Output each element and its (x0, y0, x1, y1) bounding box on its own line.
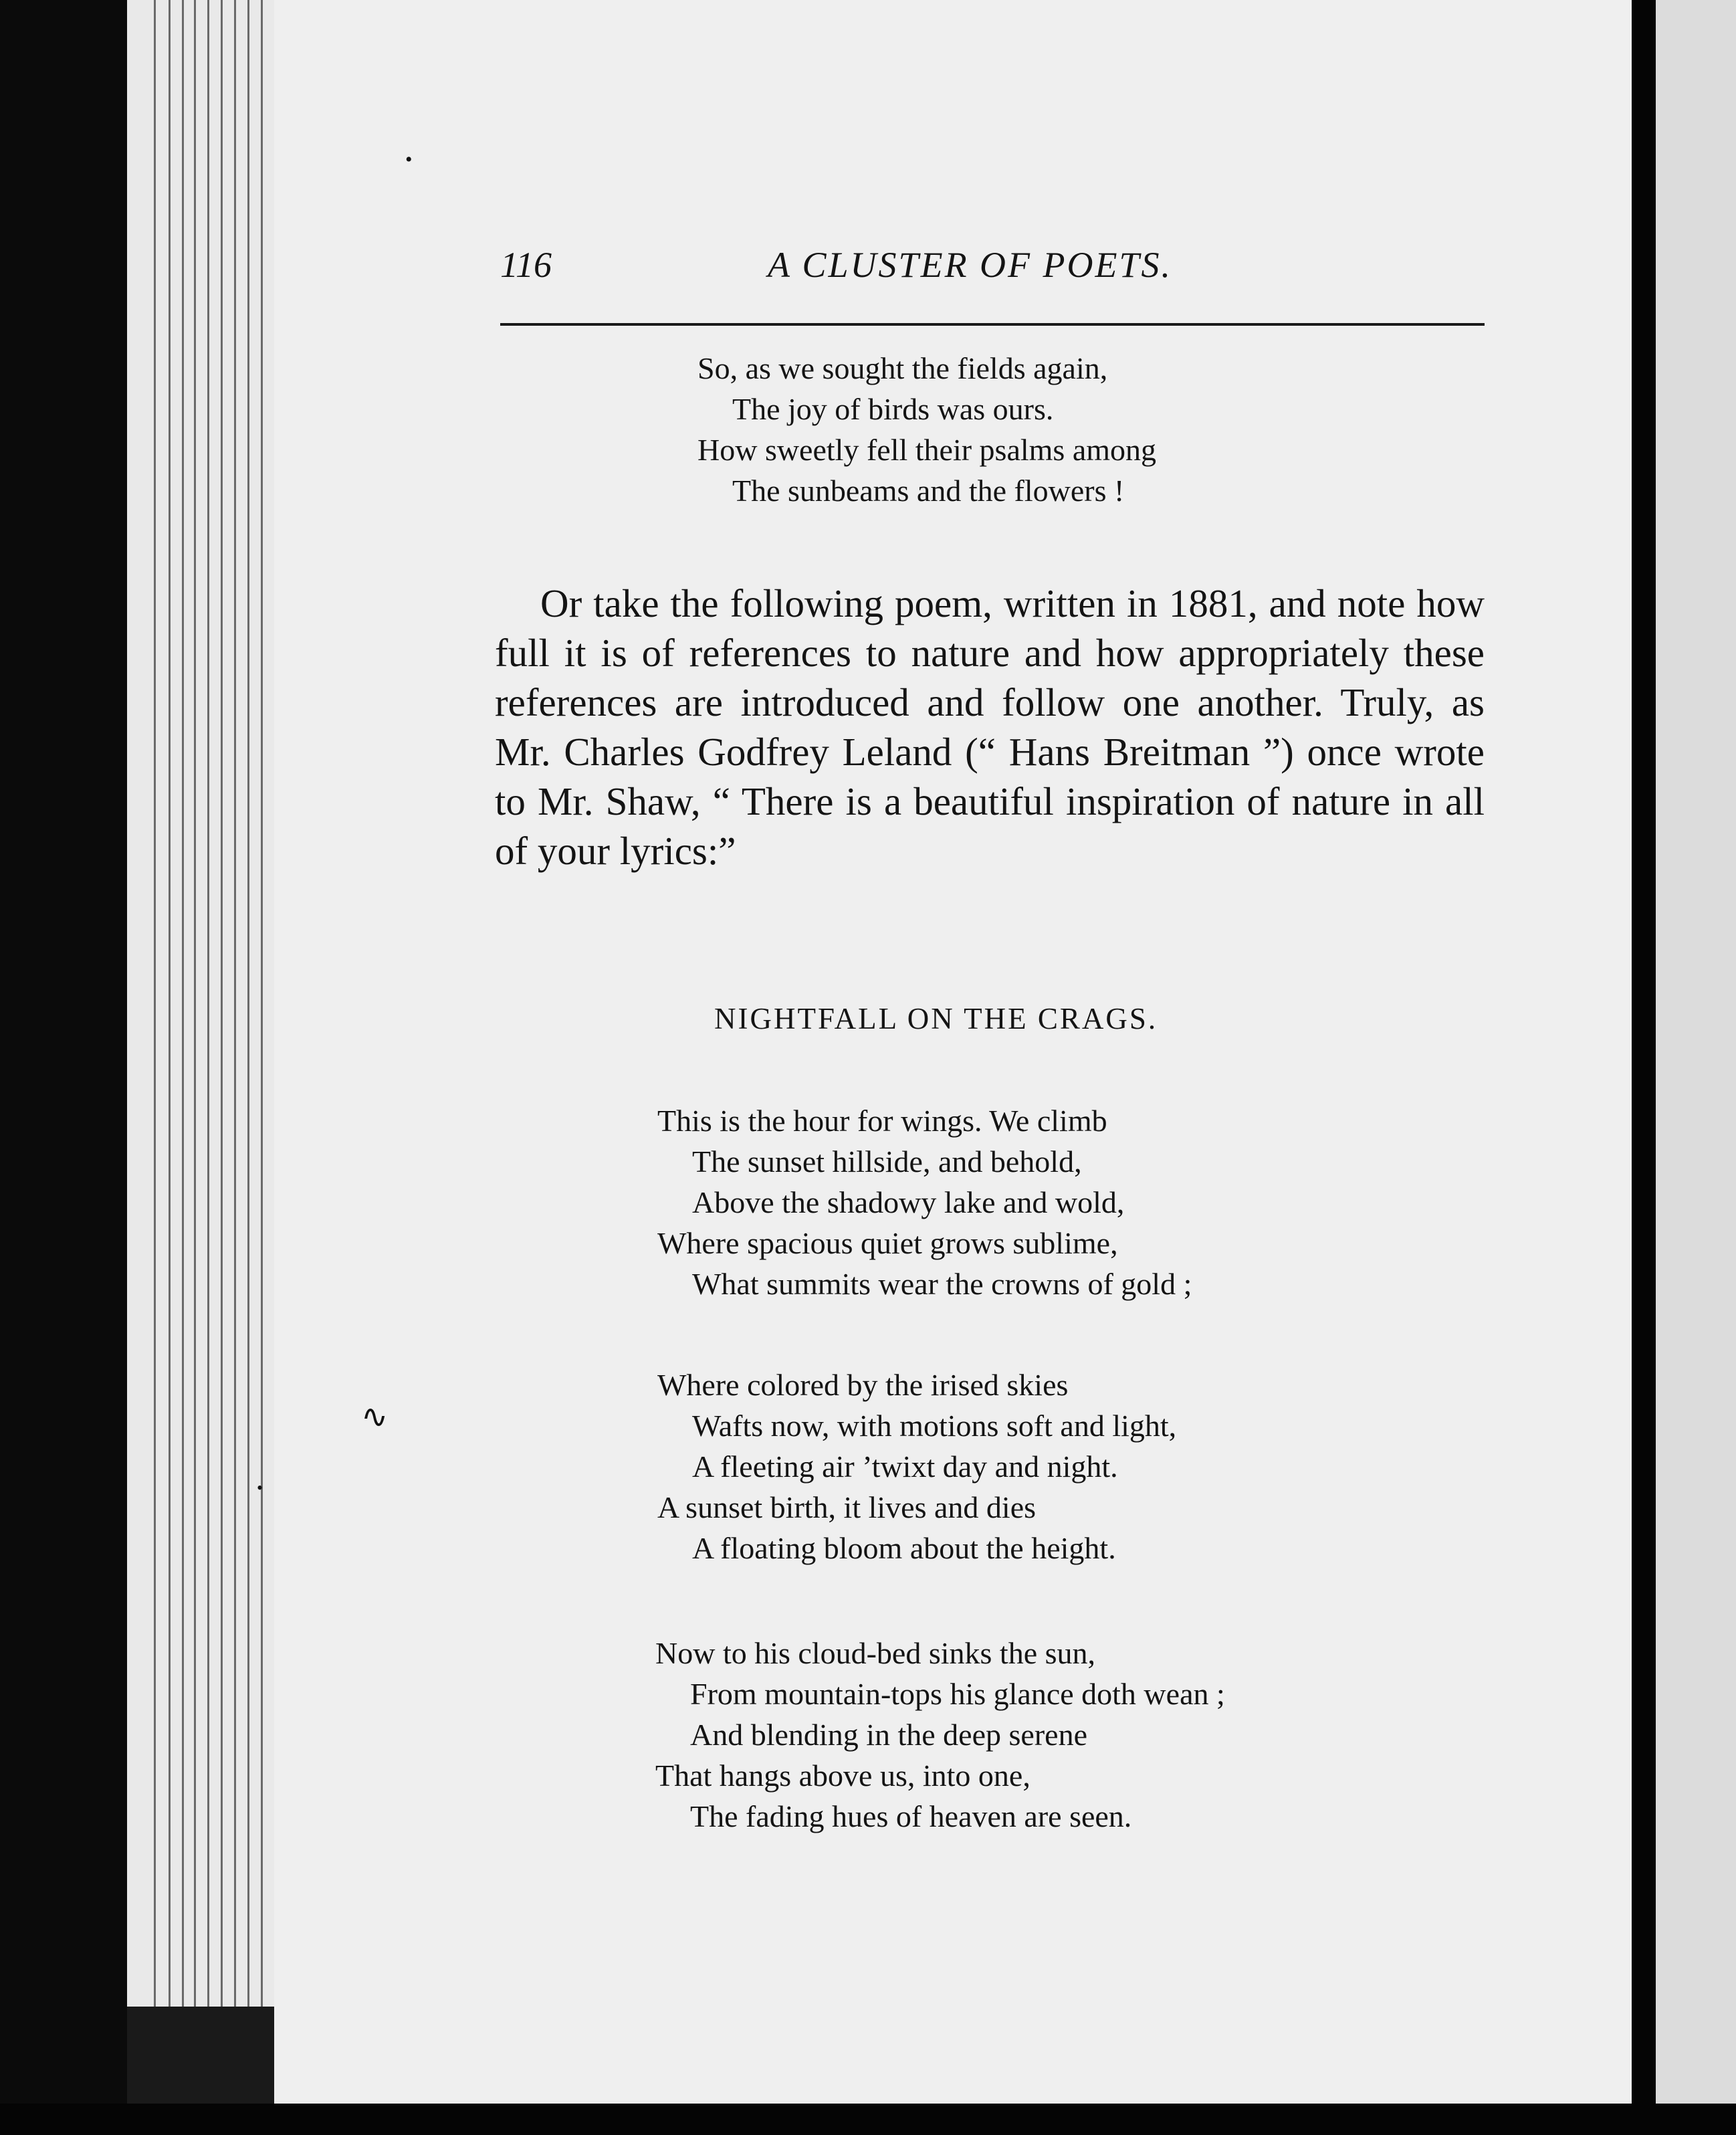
poem-stanza-3 (655, 1633, 1225, 1837)
page-edge-line (221, 0, 223, 2013)
verse-line: Above the shadowy lake and wold, (692, 1185, 1125, 1219)
page-edge-line (182, 0, 184, 2013)
page-edge-line (207, 0, 209, 2013)
page-edge-line (261, 0, 263, 2013)
verse-line: The fading hues of heaven are seen. (690, 1799, 1132, 1833)
ink-mark: ∿ (361, 1399, 389, 1435)
page-number: 116 (500, 245, 552, 285)
page-edges (127, 0, 281, 2104)
verse-line: The sunset hillside, and behold, (692, 1144, 1082, 1179)
book-spine (1632, 0, 1656, 2135)
scan-border (0, 2104, 1736, 2135)
verse-line: What summits wear the crowns of gold ; (692, 1267, 1192, 1301)
verse-line: That hangs above us, into one, (655, 1758, 1030, 1793)
verse-line: How sweetly fell their psalms among (697, 433, 1157, 467)
facing-page-edge (1656, 0, 1736, 2104)
poem-stanza-1 (657, 1100, 1192, 1304)
poem-title: NIGHTFALL ON THE CRAGS. (714, 1002, 1158, 1035)
page-edge-line (194, 0, 196, 2013)
verse-line: Now to his cloud-bed sinks the sun, (655, 1636, 1096, 1670)
page-edge-line (247, 0, 249, 2013)
verse-line: Wafts now, with motions soft and light, (692, 1409, 1177, 1443)
running-title: A CLUSTER OF POETS. (768, 245, 1173, 285)
verse-top (697, 348, 1156, 511)
verse-line: Where colored by the irised skies (657, 1368, 1069, 1402)
page-edges-shadow (127, 2007, 281, 2104)
page-edge-line (234, 0, 236, 2013)
ink-dot: • (405, 148, 413, 171)
verse-line: A floating bloom about the height. (692, 1531, 1116, 1565)
running-head (500, 244, 1485, 298)
verse-line: So, as we sought the fields again, (697, 351, 1108, 385)
verse-line: And blending in the deep serene (690, 1718, 1087, 1752)
poem-stanza-2 (657, 1364, 1176, 1568)
page-edge-line (169, 0, 171, 2013)
header-rule (500, 323, 1485, 326)
verse-line: The joy of birds was ours. (732, 392, 1054, 426)
verse-line: This is the hour for wings. We climb (657, 1104, 1107, 1138)
page-edge-line (154, 0, 156, 2013)
prose-text: Or take the following poem, written in 1881, and note how full it is of references to nature and how appropriately these references are introduced and follow one another. Truly, as Mr. Charles Godfrey Leland (“ Hans Breitman ”) once wrote to Mr. Shaw, “ There is a beautiful inspiration of nature in all of your lyrics:” (495, 581, 1485, 873)
verse-line: A fleeting air ’twixt day and night. (692, 1449, 1118, 1484)
prose-paragraph (495, 579, 1485, 876)
verse-line: Where spacious quiet grows sublime, (657, 1226, 1118, 1260)
verse-line: The sunbeams and the flowers ! (732, 474, 1125, 508)
verse-line: From mountain-tops his glance doth wean ; (690, 1677, 1225, 1711)
ink-dot: • (257, 1478, 263, 1498)
verse-line: A sunset birth, it lives and dies (657, 1490, 1037, 1524)
